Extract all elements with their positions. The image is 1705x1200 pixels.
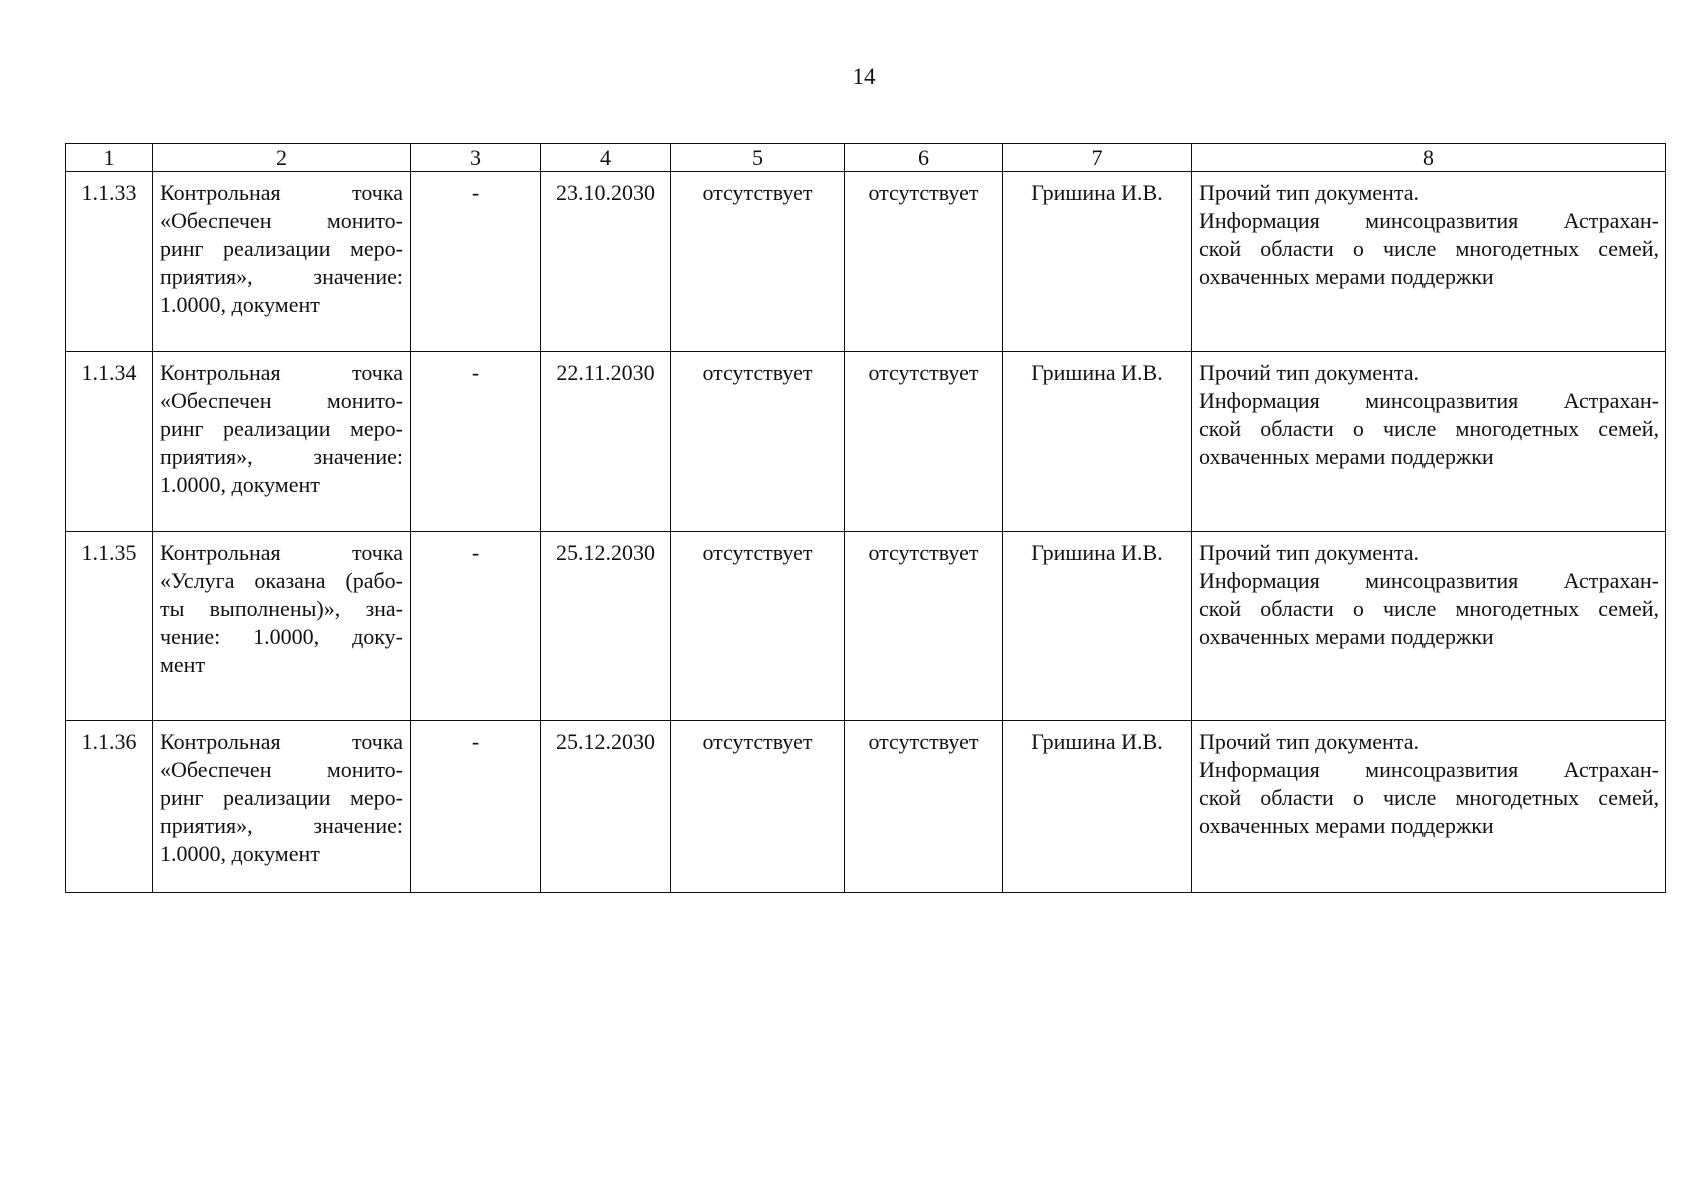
page-number: 14 <box>852 64 876 89</box>
info-line: Информация минсоцразвития Астрахан- <box>1199 208 1659 233</box>
control-points-table <box>65 143 1666 893</box>
info-line: Информация минсоцразвития Астрахан- <box>1199 568 1659 593</box>
info-line: ской области о числе многодетных семей, <box>1199 785 1659 810</box>
column-3-value: - <box>411 532 541 721</box>
document-type: Прочий тип документа. <box>1199 360 1419 385</box>
control-point-name-cell <box>153 172 411 352</box>
info-line: охваченных мерами поддержки <box>1199 624 1494 649</box>
info-line: ской области о числе многодетных семей, <box>1199 596 1659 621</box>
header-cell: 8 <box>1192 144 1666 172</box>
column-5-value: отсутствует <box>671 172 845 352</box>
column-5-value: отсутствует <box>671 352 845 532</box>
name-line: приятия», значение: <box>160 813 403 838</box>
document-info-cell <box>1192 352 1666 532</box>
name-line: Контрольная точка <box>160 729 403 754</box>
header-cell: 7 <box>1003 144 1192 172</box>
header-cell: 1 <box>66 144 153 172</box>
column-5-value: отсутствует <box>671 721 845 893</box>
header-row <box>66 144 1666 172</box>
header-cell: 3 <box>411 144 541 172</box>
header-cell: 5 <box>671 144 845 172</box>
responsible-person: Гришина И.В. <box>1003 352 1192 532</box>
header-cell: 4 <box>541 144 671 172</box>
table-row <box>66 532 1666 721</box>
info-line: охваченных мерами поддержки <box>1199 813 1494 838</box>
document-type: Прочий тип документа. <box>1199 540 1419 565</box>
control-point-name-cell <box>153 721 411 893</box>
date-value: 23.10.2030 <box>541 172 671 352</box>
column-3-value: - <box>411 172 541 352</box>
name-line: «Обеспечен монито- <box>160 388 403 413</box>
column-6-value: отсутствует <box>845 172 1003 352</box>
document-info-cell <box>1192 172 1666 352</box>
name-line: чение: 1.0000, доку- <box>160 624 403 649</box>
info-line: охваченных мерами поддержки <box>1199 264 1494 289</box>
row-number: 1.1.33 <box>66 172 153 352</box>
date-value: 25.12.2030 <box>541 532 671 721</box>
document-type: Прочий тип документа. <box>1199 180 1419 205</box>
name-line: ринг реализации меро- <box>160 785 403 810</box>
column-3-value: - <box>411 352 541 532</box>
name-line: «Услуга оказана (рабо- <box>160 568 403 593</box>
name-line: приятия», значение: <box>160 264 403 289</box>
document-type: Прочий тип документа. <box>1199 729 1419 754</box>
document-info-cell <box>1192 532 1666 721</box>
name-line: 1.0000, документ <box>160 472 320 497</box>
control-point-name-cell <box>153 532 411 721</box>
info-line: Информация минсоцразвития Астрахан- <box>1199 388 1659 413</box>
name-line: Контрольная точка <box>160 540 403 565</box>
responsible-person: Гришина И.В. <box>1003 172 1192 352</box>
row-number: 1.1.34 <box>66 352 153 532</box>
table-row <box>66 352 1666 532</box>
responsible-person: Гришина И.В. <box>1003 532 1192 721</box>
column-3-value: - <box>411 721 541 893</box>
control-point-name-cell <box>153 352 411 532</box>
column-6-value: отсутствует <box>845 721 1003 893</box>
row-number: 1.1.36 <box>66 721 153 893</box>
name-line: Контрольная точка <box>160 180 403 205</box>
name-line: «Обеспечен монито- <box>160 757 403 782</box>
name-line: Контрольная точка <box>160 360 403 385</box>
name-line: ты выполнены)», зна- <box>160 596 403 621</box>
name-line: приятия», значение: <box>160 444 403 469</box>
column-6-value: отсутствует <box>845 532 1003 721</box>
header-cell: 6 <box>845 144 1003 172</box>
table-row <box>66 172 1666 352</box>
responsible-person: Гришина И.В. <box>1003 721 1192 893</box>
date-value: 25.12.2030 <box>541 721 671 893</box>
document-info-cell <box>1192 721 1666 893</box>
info-line: охваченных мерами поддержки <box>1199 444 1494 469</box>
header-cell: 2 <box>153 144 411 172</box>
date-value: 22.11.2030 <box>541 352 671 532</box>
name-line: ринг реализации меро- <box>160 416 403 441</box>
row-number: 1.1.35 <box>66 532 153 721</box>
column-6-value: отсутствует <box>845 352 1003 532</box>
info-line: ской области о числе многодетных семей, <box>1199 236 1659 261</box>
name-line: 1.0000, документ <box>160 841 320 866</box>
name-line: «Обеспечен монито- <box>160 208 403 233</box>
name-line: ринг реализации меро- <box>160 236 403 261</box>
info-line: Информация минсоцразвития Астрахан- <box>1199 757 1659 782</box>
table-row <box>66 721 1666 893</box>
name-line: мент <box>160 652 206 677</box>
info-line: ской области о числе многодетных семей, <box>1199 416 1659 441</box>
name-line: 1.0000, документ <box>160 292 320 317</box>
column-5-value: отсутствует <box>671 532 845 721</box>
